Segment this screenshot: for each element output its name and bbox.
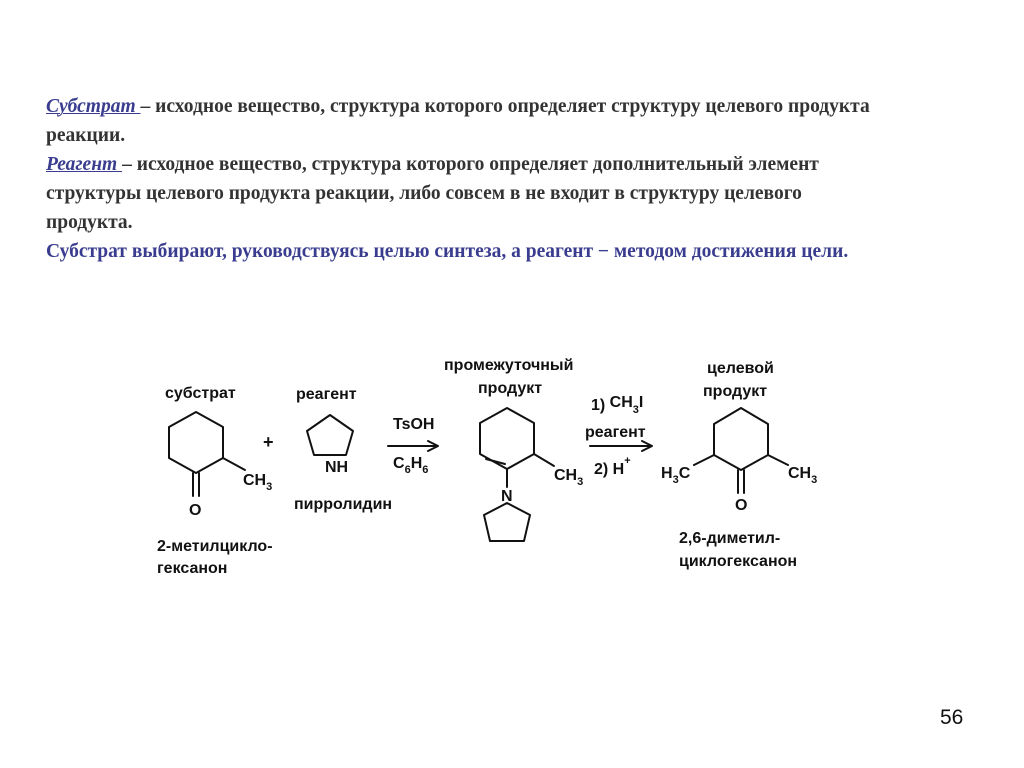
- intermediate-label-line1: промежуточный: [444, 357, 574, 374]
- reagent-text: – исходное вещество, структура которого определяет дополнительный элемент структуры целевого продукта реакции, либо совсем в не входит в структуру целевого продукта.: [46, 154, 819, 233]
- substrate-methyl-bond: [223, 458, 245, 470]
- target-name-line2: циклогексанон: [679, 553, 798, 570]
- conclusion-text: Субстрат выбирают, руководствуясь целью синтеза, а реагент − методом достижения цели.: [46, 241, 849, 262]
- substrate-oxygen: O: [189, 502, 202, 519]
- pyrrolidine-ring: [307, 415, 353, 455]
- enamine-methyl-group: $CH_3$: [554, 467, 584, 488]
- product-right-methyl-bond: [768, 455, 788, 465]
- arrow-2-step-1: 1) $CH_3I$: [591, 394, 644, 416]
- substrate-ring: [169, 412, 223, 473]
- target-label-line1: целевой: [707, 360, 774, 377]
- target-name-line1: 2,6-диметил-: [679, 530, 781, 547]
- page-number: 56: [940, 706, 964, 729]
- product-left-methyl-bond: [694, 455, 714, 465]
- substrate-label: субстрат: [165, 385, 236, 402]
- enamine-methyl-bond: [534, 454, 554, 466]
- arrow-1-solvent: $C_6H_6$: [393, 455, 429, 476]
- product-ring: [714, 408, 768, 470]
- reagent-label: реагент: [296, 386, 357, 403]
- arrow-2-step-2: 2) H+: [594, 455, 631, 478]
- intermediate-label-line2: продукт: [478, 380, 543, 397]
- arrow-1-catalyst: TsOH: [393, 416, 435, 433]
- substrate-name-line1: 2-метилцикло-: [157, 538, 273, 555]
- product-left-methyl-group: $H_3C$: [661, 465, 691, 486]
- reagent-name: пирролидин: [294, 496, 393, 513]
- arrow-2-reagent: реагент: [585, 424, 646, 441]
- enamine-nitrogen: N: [501, 488, 513, 505]
- target-label-line2: продукт: [703, 383, 768, 400]
- substrate-text: – исходное вещество, структура которого определяет структуру целевого продукта реакции.: [46, 96, 870, 146]
- product-oxygen: O: [735, 497, 748, 514]
- reagent-term: Реагент: [46, 154, 123, 175]
- substrate-term: Субстрат: [46, 96, 141, 117]
- substrate-methyl-group: $CH_3$: [243, 472, 273, 493]
- pyrrolidine-nh: NH: [325, 459, 349, 476]
- product-right-methyl-group: $CH_3$: [788, 465, 818, 486]
- enamine-pyrrolidine-ring: [484, 503, 530, 541]
- substrate-name-line2: гексанон: [157, 560, 228, 577]
- plus-sign: +: [263, 432, 274, 452]
